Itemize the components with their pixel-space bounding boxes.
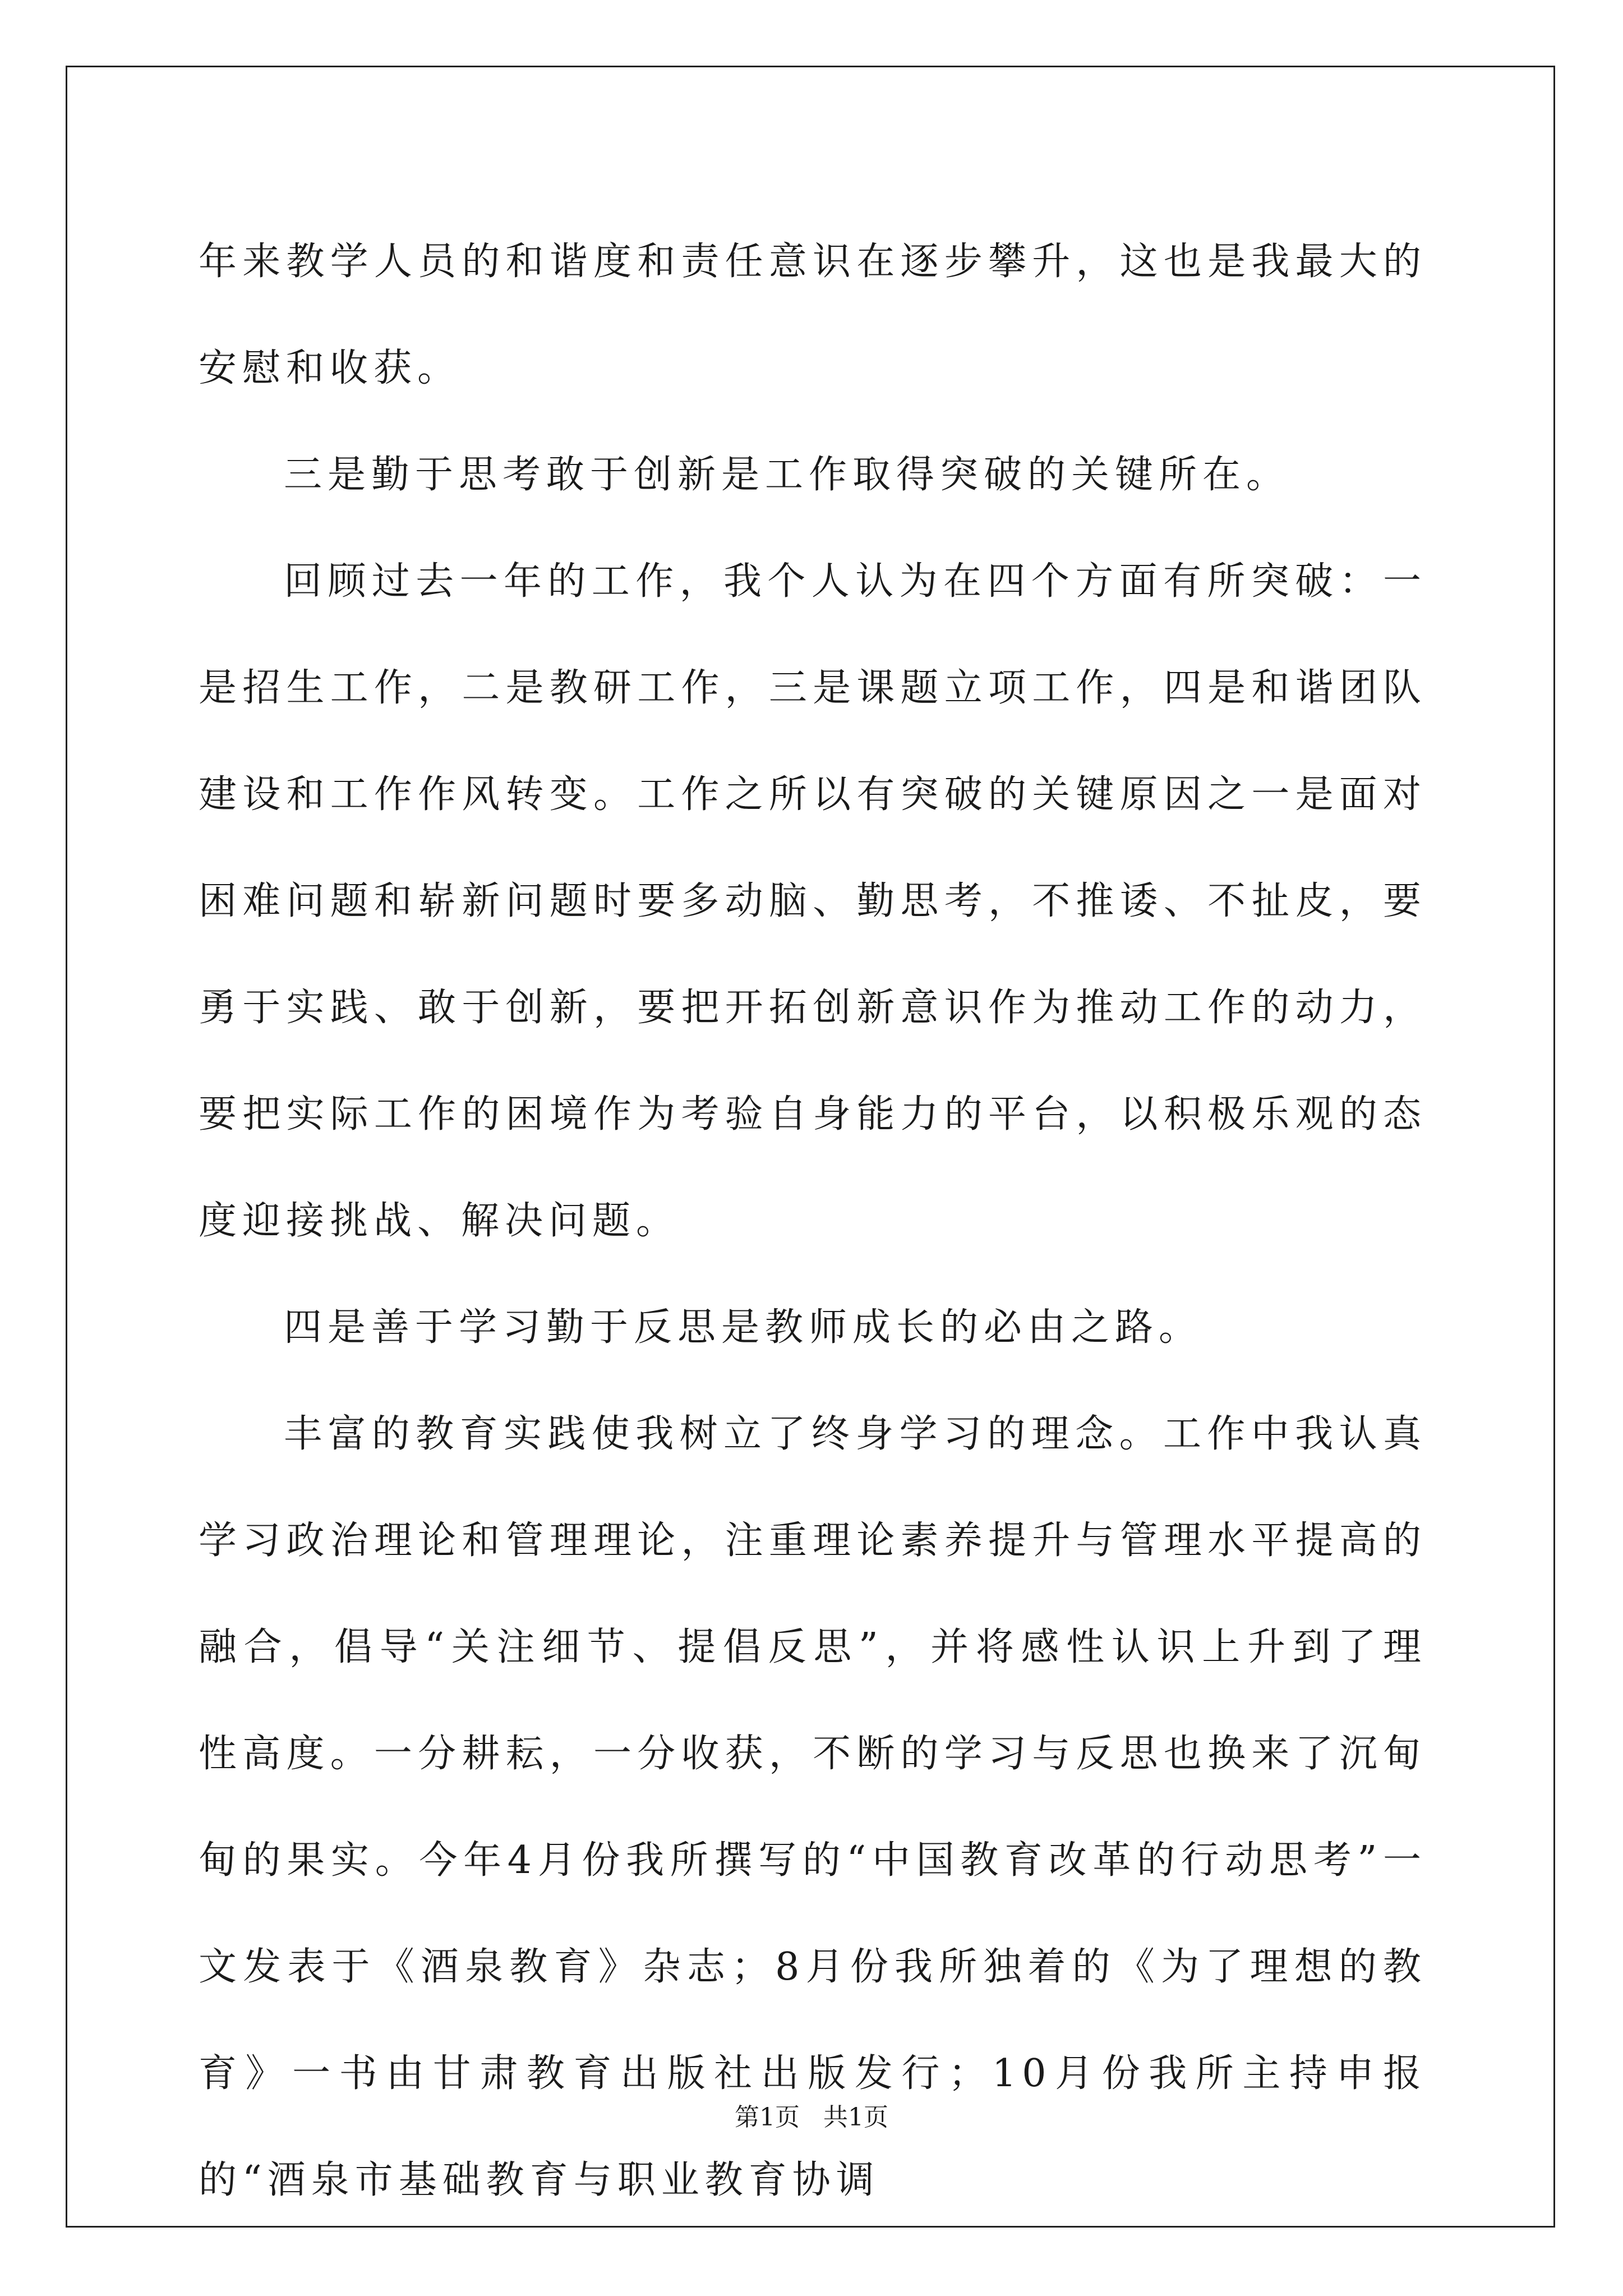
- page-number: 第1页: [735, 2103, 800, 2132]
- page-total: 共1页: [823, 2103, 888, 2132]
- page-footer: [0, 2097, 1623, 2133]
- paragraph-5: 丰富的教育实践使我树立了终身学习的理念。工作中我认真学习政治理论和管理理论，注重理论素养提升与管理水平提高的融合，倡导“关注细节、提倡反思”，并将感性认识上升到了理性高度。一分耕耘，一分收获，不断的学习与反思也换来了沉甸甸的果实。今年4月份我所撰写的“中国教育改革的行动思考”一文发表于《酒泉教育》杂志；8月份我所独着的《为了理想的教育》一书由甘肃教育出版社出版发行；10月份我所主持申报的“酒泉市基础教育与职业教育协调: [199, 1412, 1427, 2202]
- paragraph-1: 年来教学人员的和谐度和责任意识在逐步攀升，这也是我最大的安慰和收获。: [199, 240, 1427, 390]
- paragraph-2-heading: 三是勤于思考敢于创新是工作取得突破的关键所在。: [284, 453, 1290, 497]
- paragraph-4-heading: 四是善于学习勤于反思是教师成长的必由之路。: [284, 1305, 1203, 1350]
- paragraph-3: 回顾过去一年的工作，我个人认为在四个方面有所突破：一是招生工作，二是教研工作，三是课题立项工作，四是和谐团队建设和工作作风转变。工作之所以有突破的关键原因之一是面对困难问题和崭新问题时要多动脑、勤思考，不推诿、不扯皮，要勇于实践、敢于创新，要把开拓创新意识作为推动工作的动力，要把实际工作的困境作为考验自身能力的平台，以积极乐观的态度迎接挑战、解决问题。: [199, 559, 1427, 1243]
- document-body: [199, 209, 1427, 2234]
